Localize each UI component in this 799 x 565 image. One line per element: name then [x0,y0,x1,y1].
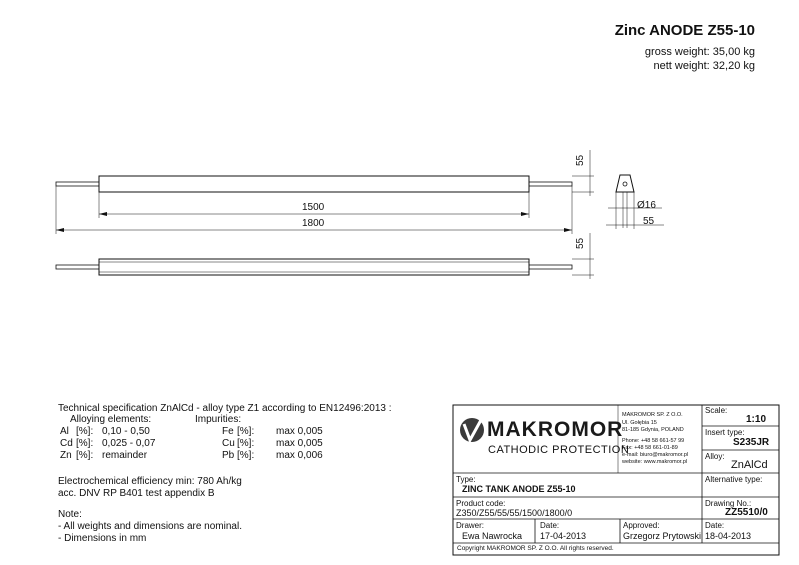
impurity-unit: [%]: [237,438,255,449]
alloying-label: Alloying elements: [70,414,152,425]
alt-type-label: Alternative type: [705,475,763,484]
dim-width-section: 55 [643,216,655,227]
alloy-el: Zn [60,450,72,461]
date1-value: 17-04-2013 [540,531,587,541]
insert-label: Insert type: [705,428,745,437]
anode-top-core-left [56,182,99,186]
impurity-unit: [%]: [237,450,255,461]
dim-length-total: 1800 [302,218,325,229]
date2-label: Date: [705,521,725,530]
drawing-no-label: Drawing No.: [705,499,752,508]
dim-length-body: 1500 [302,202,325,213]
copyright: Copyright MAKROMOR SP. Z O.O. All rights reserved. [457,545,614,552]
date2-value: 18-04-2013 [705,531,752,541]
alloy-val: 0,10 - 0,50 [102,426,150,437]
efficiency-line-1: Electrochemical efficiency min: 780 Ah/kg [58,476,242,487]
impurity-val: max 0,005 [276,438,323,449]
drawing-no-value: ZZ5510/0 [725,507,768,518]
fax: Fax: +48 58 661-01-89 [622,445,678,451]
anode-top-core-right [529,182,572,186]
impurity-val: max 0,006 [276,450,323,461]
address-line-2: 81-185 Gdynia, POLAND [622,427,684,433]
alloy-unit: [%]: [76,426,94,437]
efficiency-line-2: acc. DNV RP B401 test appendix B [58,488,215,499]
note-heading: Note: [58,509,82,520]
dim-diameter: Ø16 [637,200,656,211]
note-1: - All weights and dimensions are nominal. [58,521,242,532]
impurities-label: Impurities: [195,414,242,425]
drawer-value: Ewa Nawrocka [462,531,523,541]
product-code-value: Z350/Z55/55/55/1500/1800/0 [456,508,573,518]
makromor-logo-icon [460,418,484,442]
type-value: ZINC TANK ANODE Z55-10 [462,484,576,494]
product-code-label: Product code: [456,499,506,508]
alloy-val: 0,025 - 0,07 [102,438,156,449]
anode-bottom-core-left [56,265,99,269]
alloy-unit: [%]: [76,438,94,449]
impurity-unit: [%]: [237,426,255,437]
type-label: Type: [456,475,476,484]
alloy-label: Alloy: [705,452,725,461]
anode-cross-section [616,175,634,192]
scale-label: Scale: [705,406,728,415]
alloy-unit: [%]: [76,450,94,461]
impurity-el: Cu [222,438,235,449]
nett-weight: nett weight: 32,20 kg [653,60,755,72]
scale-value: 1:10 [746,414,767,425]
dim-height-bottom: 55 [575,237,586,249]
drawer-label: Drawer: [456,521,485,530]
drawing-title: Zinc ANODE Z55-10 [614,22,755,39]
dim-height-top: 55 [575,154,586,166]
note-2: - Dimensions in mm [58,533,147,544]
alloy-el: Cd [60,438,73,449]
website: website: www.makromor.pl [622,459,688,465]
insert-value: S235JR [733,437,770,448]
gross-weight: gross weight: 35,00 kg [644,46,755,58]
spec-heading: Technical specification ZnAlCd - alloy type Z1 according to EN12496:2013 : [58,403,392,414]
anode-bottom-core-right [529,265,572,269]
email: e-mail: biuro@makromor.pl [622,452,689,458]
alloy-value: ZnAlCd [731,459,768,471]
anode-bottom-body [99,259,529,275]
logo-name: MAKROMOR [487,418,624,441]
address-line-1: Ul. Gołębia 15 [622,420,657,426]
phone: Phone: +48 58 661-57 99 [622,438,685,444]
date1-label: Date: [540,521,560,530]
impurity-el: Pb [222,450,235,461]
impurity-el: Fe [222,426,234,437]
logo-subtitle: CATHODIC PROTECTION [488,444,630,456]
alloy-el: Al [60,426,69,437]
impurity-val: max 0,005 [276,426,323,437]
approved-value: Grzegorz Prytowski [623,531,702,541]
company-name: MAKROMOR SP. Z O.O. [622,412,683,418]
anode-top-body [99,176,529,192]
alloy-val: remainder [102,450,148,461]
approved-label: Approved: [623,521,660,530]
